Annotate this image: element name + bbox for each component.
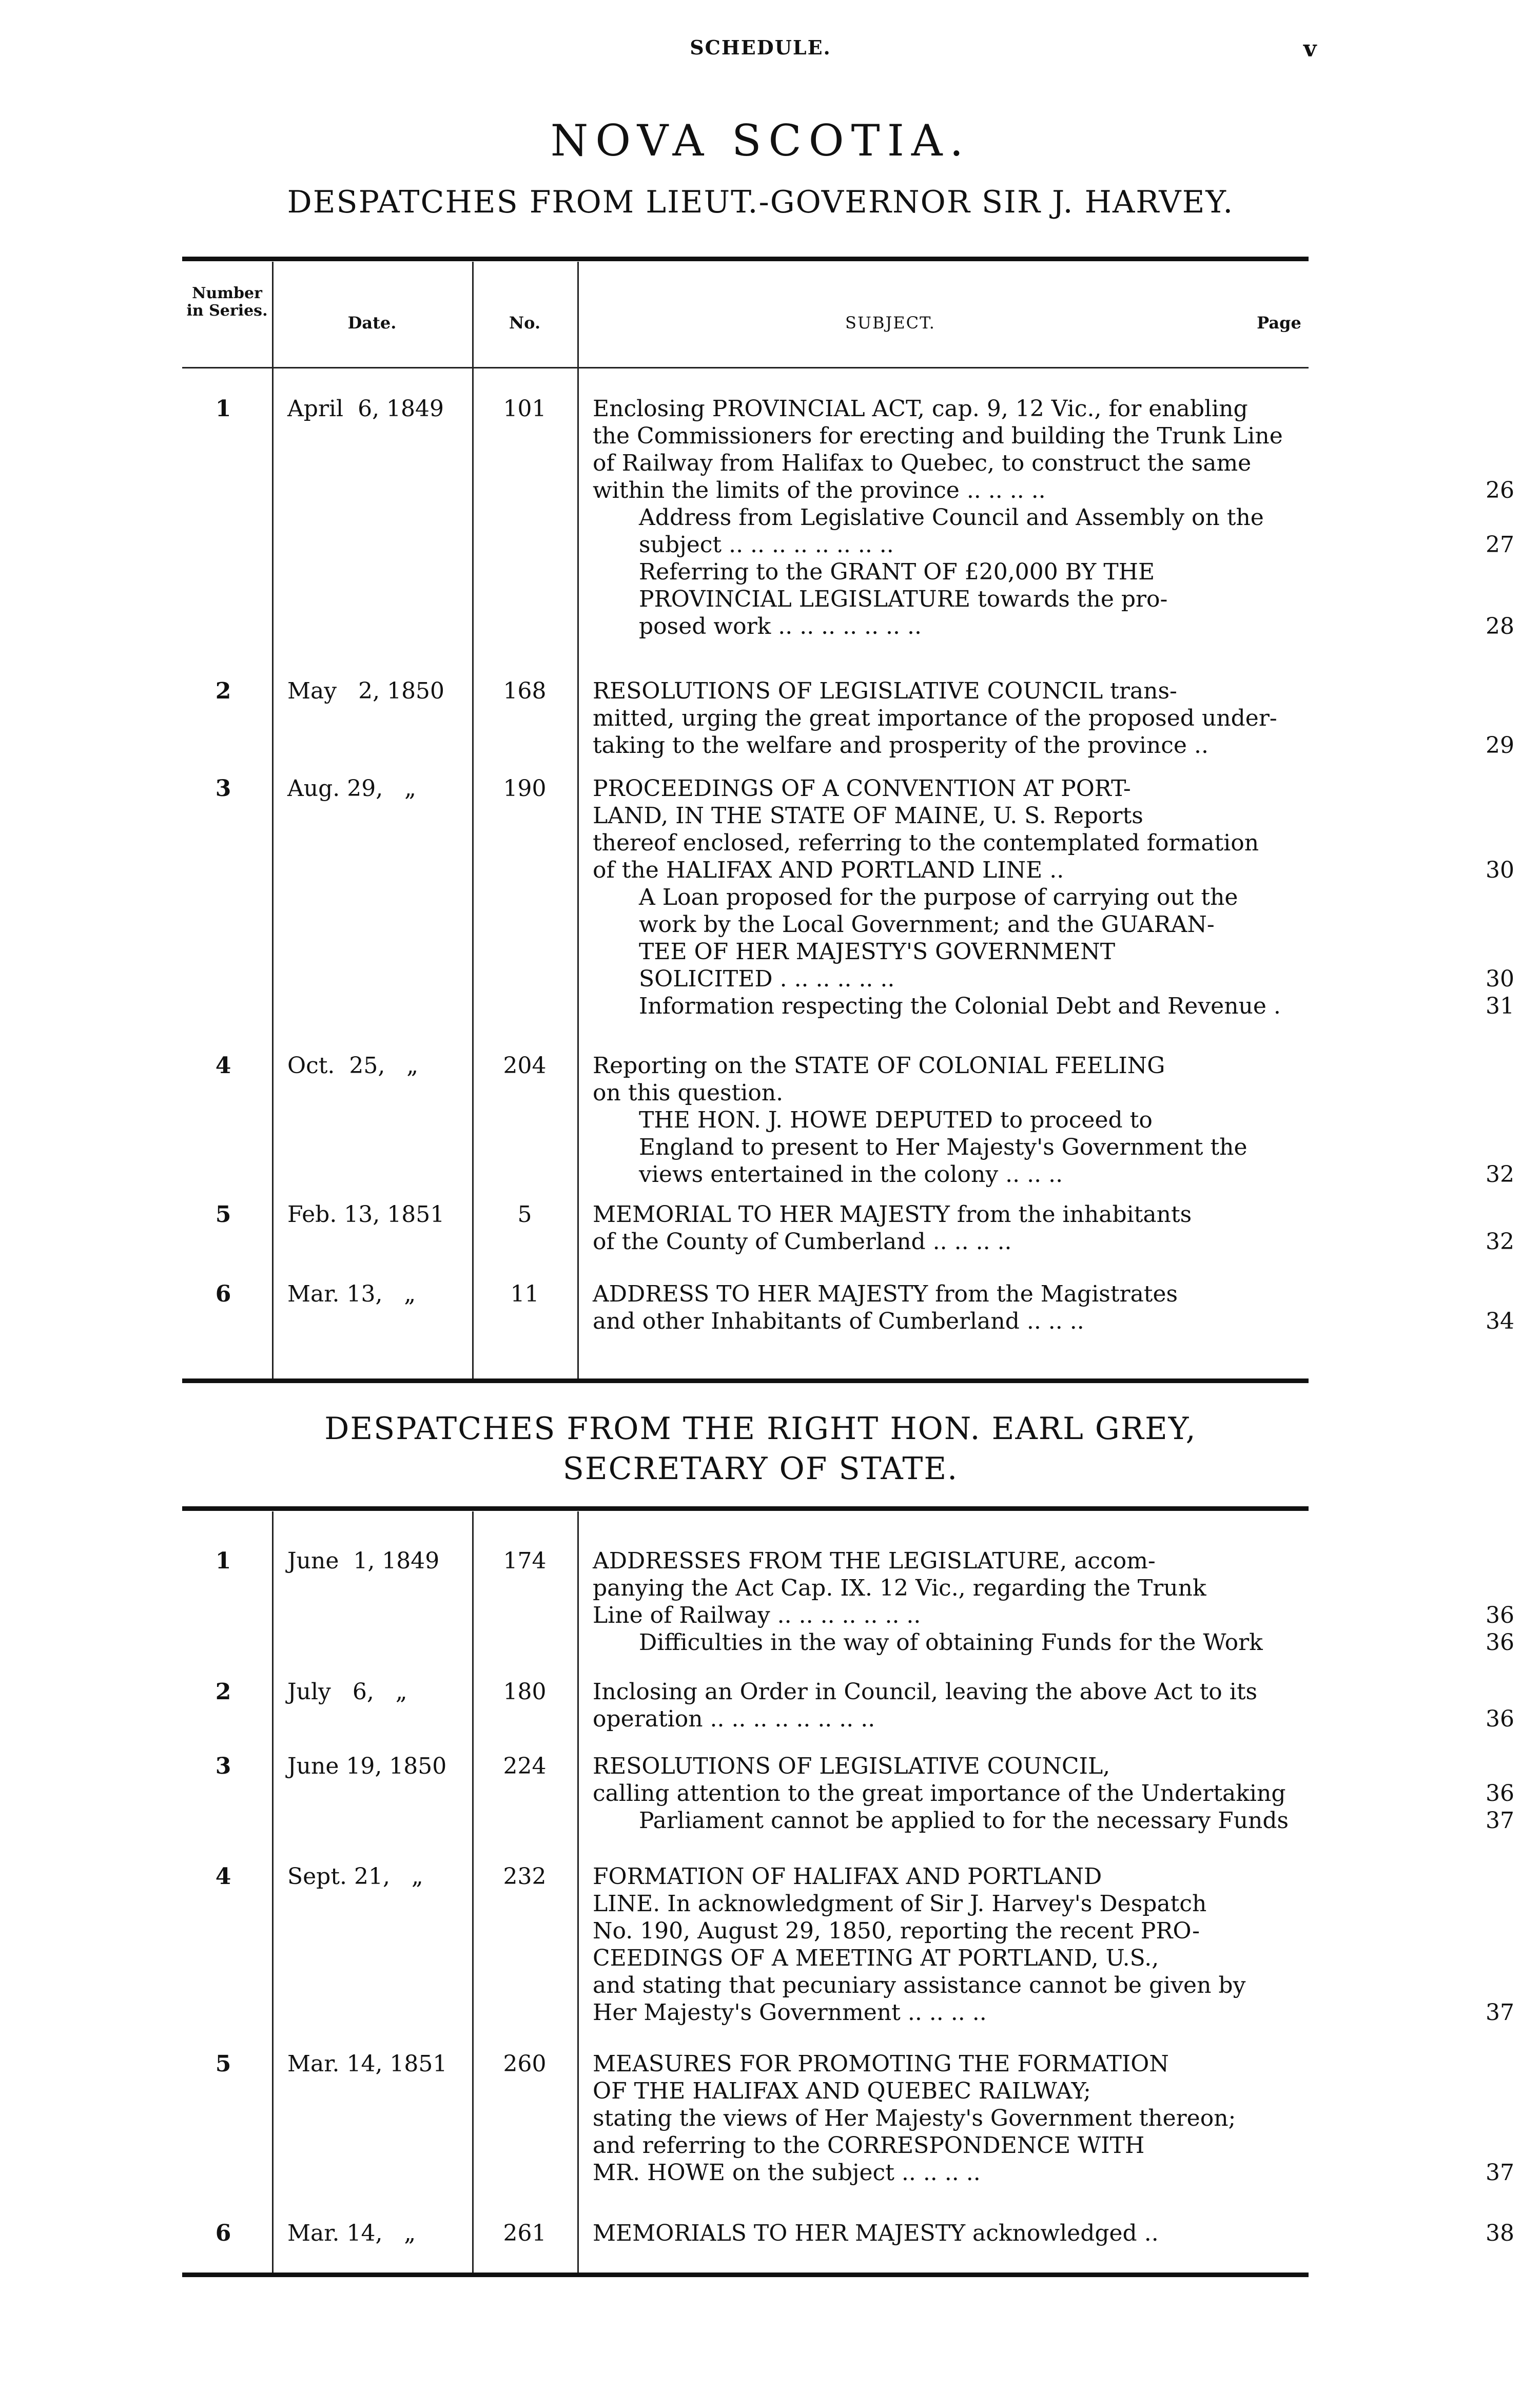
- despatch-number: 232: [503, 1863, 547, 1890]
- subject-text: taking to the welfare and prosperity of the province ..: [593, 732, 1208, 759]
- subject-text: LINE. In acknowledgment of Sir J. Harvey's Despatch: [593, 1891, 1207, 1917]
- section-title: [0, 1409, 1521, 1489]
- subject-line: [593, 1753, 1455, 1780]
- table-top-rule: [182, 1506, 1309, 1511]
- series-number: 6: [215, 2220, 231, 2246]
- subject-text: of Railway from Halifax to Quebec, to construct the same: [593, 450, 1252, 476]
- subject-line: [593, 1678, 1455, 1705]
- subject-text: MR. HOWE on the subject .. .. .. ..: [593, 2160, 981, 2186]
- table-bottom-rule: [182, 2273, 1309, 2277]
- subject-text: OF THE HALIFAX AND QUEBEC RAILWAY;: [593, 2078, 1091, 2104]
- subject-text: Referring to the GRANT OF £20,000 BY THE: [639, 559, 1155, 585]
- subject-text: thereof enclosed, referring to the contemplated formation: [593, 830, 1259, 856]
- subject-line: [593, 857, 1514, 884]
- subject-line: [593, 1575, 1455, 1602]
- subject-text: Enclosing PROVINCIAL ACT, cap. 9, 12 Vic., for enabling: [593, 396, 1248, 422]
- series-number: 1: [215, 396, 231, 422]
- despatch-date: Sept. 21, „: [287, 1863, 423, 1890]
- running-head: SCHEDULE.: [690, 36, 831, 59]
- subject-line: [593, 558, 1455, 586]
- page-reference: 37: [1486, 1999, 1514, 2026]
- subject-line: [593, 1917, 1455, 1945]
- series-number: 3: [215, 775, 231, 802]
- subject-text: the Commissioners for erecting and building the Trunk Line: [593, 423, 1283, 449]
- page-reference: 36: [1486, 1706, 1514, 1732]
- subject-cell: [593, 1547, 1514, 1656]
- despatch-number: 261: [503, 2220, 547, 2246]
- subject-text: Her Majesty's Government .. .. .. ..: [593, 1999, 987, 2026]
- subject-text: Information respecting the Colonial Debt and Revenue .: [639, 993, 1281, 1019]
- despatch-table-secretary: [182, 1506, 1514, 2277]
- subject-line: [593, 1999, 1514, 2026]
- despatch-number: 190: [503, 775, 547, 802]
- series-number: 5: [215, 1201, 231, 1228]
- subject-cell: [593, 1052, 1514, 1188]
- page-number: v: [1303, 36, 1317, 62]
- subject-cell: [593, 1863, 1514, 2026]
- subject-text: ADDRESSES FROM THE LEGISLATURE, accom-: [593, 1548, 1156, 1574]
- page-reference: 36: [1486, 1629, 1514, 1656]
- subject-text: PROVINCIAL LEGISLATURE towards the pro-: [639, 586, 1168, 612]
- subject-text: A Loan proposed for the purpose of carrying out the: [639, 884, 1238, 910]
- subject-line: [593, 911, 1455, 938]
- despatch-number: 224: [503, 1753, 547, 1779]
- subject-text: ADDRESS TO HER MAJESTY from the Magistrates: [593, 1281, 1178, 1307]
- despatch-number: 11: [510, 1281, 539, 1307]
- province-title: NOVA SCOTIA.: [550, 115, 971, 166]
- subject-line: [593, 1547, 1455, 1575]
- page-reference: 34: [1486, 1308, 1514, 1334]
- subject-line: [593, 1134, 1455, 1161]
- subject-text: MEMORIALS TO HER MAJESTY acknowledged ..: [593, 2220, 1159, 2246]
- header-number-in-series: Number in Series.: [186, 284, 268, 320]
- header-subject: SUBJECT.: [845, 313, 935, 333]
- despatch-number: 101: [503, 396, 547, 422]
- subject-line: [593, 531, 1514, 558]
- series-number: 2: [215, 1679, 231, 1705]
- subject-line: [593, 1807, 1514, 1834]
- page-reference: 27: [1486, 532, 1514, 558]
- subject-line: [593, 829, 1455, 857]
- subject-line: [593, 477, 1514, 504]
- subject-line: [593, 1280, 1455, 1308]
- subject-text: Inclosing an Order in Council, leaving the above Act to its: [593, 1679, 1258, 1705]
- header-date: Date.: [347, 313, 397, 333]
- subject-line: [593, 884, 1455, 911]
- subject-line: [593, 1228, 1514, 1255]
- subject-text: FORMATION OF HALIFAX AND PORTLAND: [593, 1863, 1102, 1890]
- series-number: 3: [215, 1753, 231, 1779]
- subject-text: and stating that pecuniary assistance cannot be given by: [593, 1972, 1246, 1998]
- subject-text: on this question.: [593, 1080, 784, 1106]
- subject-cell: [593, 1753, 1514, 1834]
- subject-line: [593, 965, 1514, 993]
- subject-line: [593, 2132, 1455, 2159]
- subject-line: [593, 938, 1455, 965]
- series-number: 5: [215, 2051, 231, 2077]
- header-rule: [182, 367, 1309, 368]
- subject-line: [593, 677, 1455, 705]
- subject-text: posed work .. .. .. .. .. .. ..: [639, 613, 922, 639]
- page-reference: 26: [1486, 477, 1514, 503]
- despatch-number: 204: [503, 1053, 547, 1079]
- page-reference: 32: [1486, 1161, 1514, 1188]
- subject-text: operation .. .. .. .. .. .. .. ..: [593, 1706, 875, 1732]
- despatch-number: 5: [517, 1201, 532, 1228]
- subject-line: [593, 1602, 1514, 1629]
- subject-line: [593, 1945, 1455, 1972]
- despatch-date: June 19, 1850: [287, 1753, 447, 1779]
- series-number: 4: [215, 1053, 231, 1079]
- subject-cell: [593, 395, 1514, 640]
- column-divider: [272, 262, 274, 1383]
- despatch-date: Aug. 29, „: [287, 775, 416, 802]
- despatch-number: 168: [503, 678, 547, 704]
- page-reference: 29: [1486, 732, 1514, 759]
- table-top-rule: [182, 257, 1309, 261]
- subject-line: [593, 586, 1455, 613]
- column-divider: [472, 1511, 474, 2277]
- subject-text: within the limits of the province .. .. .. ..: [593, 477, 1046, 503]
- subject-line: [593, 1201, 1455, 1228]
- subject-text: views entertained in the colony .. .. ..: [639, 1161, 1063, 1188]
- page-reference: 37: [1486, 1808, 1514, 1834]
- subject-line: [593, 450, 1455, 477]
- subject-cell: [593, 1280, 1514, 1335]
- subject-text: England to present to Her Majesty's Government the: [639, 1134, 1247, 1160]
- section-title: DESPATCHES FROM LIEUT.-GOVERNOR SIR J. HARVEY.: [287, 184, 1234, 220]
- page-reference: 36: [1486, 1780, 1514, 1807]
- subject-line: [593, 504, 1455, 531]
- subject-text: calling attention to the great importance of the Undertaking: [593, 1780, 1286, 1807]
- series-number: 2: [215, 678, 231, 704]
- table-bottom-rule: [182, 1378, 1309, 1383]
- despatch-date: Mar. 14, 1851: [287, 2051, 447, 2077]
- subject-text: Parliament cannot be applied to for the necessary Funds: [639, 1808, 1289, 1834]
- subject-line: [593, 993, 1514, 1020]
- subject-text: RESOLUTIONS OF LEGISLATIVE COUNCIL,: [593, 1753, 1110, 1779]
- page-reference: 30: [1486, 857, 1514, 883]
- subject-cell: [593, 677, 1514, 759]
- subject-cell: [593, 1201, 1514, 1255]
- column-divider: [272, 1511, 274, 2277]
- subject-cell: [593, 2220, 1514, 2247]
- despatch-date: July 6, „: [287, 1679, 407, 1705]
- series-number: 6: [215, 1281, 231, 1307]
- despatch-table-governor: [182, 257, 1514, 1383]
- page-reference: 30: [1486, 966, 1514, 992]
- page-reference: 36: [1486, 1602, 1514, 1628]
- subject-text: THE HON. J. HOWE DEPUTED to proceed to: [639, 1107, 1153, 1133]
- despatch-date: Mar. 14, „: [287, 2220, 416, 2246]
- subject-line: [593, 1705, 1514, 1733]
- page-reference: 31: [1486, 993, 1514, 1019]
- despatch-number: 260: [503, 2051, 547, 2077]
- section-title-line: DESPATCHES FROM THE RIGHT HON. EARL GREY,: [324, 1411, 1197, 1447]
- despatch-number: 174: [503, 1548, 547, 1574]
- subject-line: [593, 1308, 1514, 1335]
- page-reference: 37: [1486, 2160, 1514, 2186]
- subject-line: [593, 422, 1455, 450]
- subject-text: PROCEEDINGS OF A CONVENTION AT PORT-: [593, 775, 1131, 802]
- subject-cell: [593, 1678, 1514, 1733]
- subject-line: [593, 1629, 1514, 1656]
- subject-line: [593, 1161, 1514, 1188]
- subject-text: Difficulties in the way of obtaining Funds for the Work: [639, 1629, 1263, 1656]
- despatch-date: Oct. 25, „: [287, 1053, 419, 1079]
- despatch-date: Feb. 13, 1851: [287, 1201, 445, 1228]
- page-reference: 32: [1486, 1229, 1514, 1255]
- subject-line: [593, 1972, 1455, 1999]
- series-number: 1: [215, 1548, 231, 1574]
- subject-line: [593, 732, 1514, 759]
- header-no: No.: [509, 313, 541, 333]
- subject-cell: [593, 2050, 1514, 2186]
- subject-line: [593, 2105, 1455, 2132]
- subject-line: [593, 395, 1455, 422]
- subject-text: mitted, urging the great importance of the proposed under-: [593, 705, 1277, 731]
- subject-text: of the HALIFAX AND PORTLAND LINE ..: [593, 857, 1064, 883]
- subject-line: [593, 613, 1514, 640]
- despatch-number: 180: [503, 1679, 547, 1705]
- section-title-line: SECRETARY OF STATE.: [562, 1451, 959, 1487]
- subject-line: [593, 802, 1455, 829]
- subject-line: [593, 705, 1455, 732]
- subject-line: [593, 1052, 1455, 1079]
- subject-line: [593, 1890, 1455, 1917]
- page-reference: 28: [1486, 613, 1514, 639]
- header-page: Page: [1257, 313, 1301, 333]
- despatch-date: June 1, 1849: [287, 1548, 440, 1574]
- subject-text: No. 190, August 29, 1850, reporting the recent PRO-: [593, 1918, 1200, 1944]
- page-reference: 38: [1486, 2220, 1514, 2246]
- subject-line: [593, 2077, 1455, 2105]
- subject-text: SOLICITED . .. .. .. .. ..: [639, 966, 895, 992]
- subject-line: [593, 1106, 1455, 1134]
- subject-text: Line of Railway .. .. .. .. .. .. ..: [593, 1602, 921, 1628]
- subject-text: RESOLUTIONS OF LEGISLATIVE COUNCIL trans-: [593, 678, 1177, 704]
- subject-text: subject .. .. .. .. .. .. .. ..: [639, 532, 894, 558]
- subject-text: and other Inhabitants of Cumberland .. .. ..: [593, 1308, 1084, 1334]
- column-divider: [577, 262, 579, 1383]
- subject-text: stating the views of Her Majesty's Government thereon;: [593, 2105, 1236, 2131]
- subject-text: Reporting on the STATE OF COLONIAL FEELING: [593, 1053, 1165, 1079]
- despatch-date: Mar. 13, „: [287, 1281, 416, 1307]
- subject-text: CEEDINGS OF A MEETING AT PORTLAND, U.S.,: [593, 1945, 1159, 1971]
- despatch-date: April 6, 1849: [287, 396, 444, 422]
- column-divider: [577, 1511, 579, 2277]
- subject-text: TEE OF HER MAJESTY'S GOVERNMENT: [639, 939, 1116, 965]
- subject-line: [593, 1863, 1455, 1890]
- subject-cell: [593, 775, 1514, 1020]
- subject-line: [593, 1079, 1455, 1106]
- subject-text: of the County of Cumberland .. .. .. ..: [593, 1229, 1012, 1255]
- despatch-date: May 2, 1850: [287, 678, 445, 704]
- subject-line: [593, 2159, 1514, 2186]
- subject-text: Address from Legislative Council and Assembly on the: [639, 504, 1264, 531]
- subject-line: [593, 775, 1455, 802]
- subject-line: [593, 1780, 1514, 1807]
- subject-text: MEASURES FOR PROMOTING THE FORMATION: [593, 2051, 1169, 2077]
- subject-text: work by the Local Government; and the GUARAN-: [639, 911, 1215, 938]
- series-number: 4: [215, 1863, 231, 1890]
- subject-text: panying the Act Cap. IX. 12 Vic., regarding the Trunk: [593, 1575, 1206, 1601]
- subject-text: LAND, IN THE STATE OF MAINE, U. S. Reports: [593, 803, 1143, 829]
- subject-line: [593, 2050, 1455, 2077]
- subject-text: and referring to the CORRESPONDENCE WITH: [593, 2132, 1145, 2159]
- subject-line: [593, 2220, 1514, 2247]
- subject-text: MEMORIAL TO HER MAJESTY from the inhabitants: [593, 1201, 1192, 1228]
